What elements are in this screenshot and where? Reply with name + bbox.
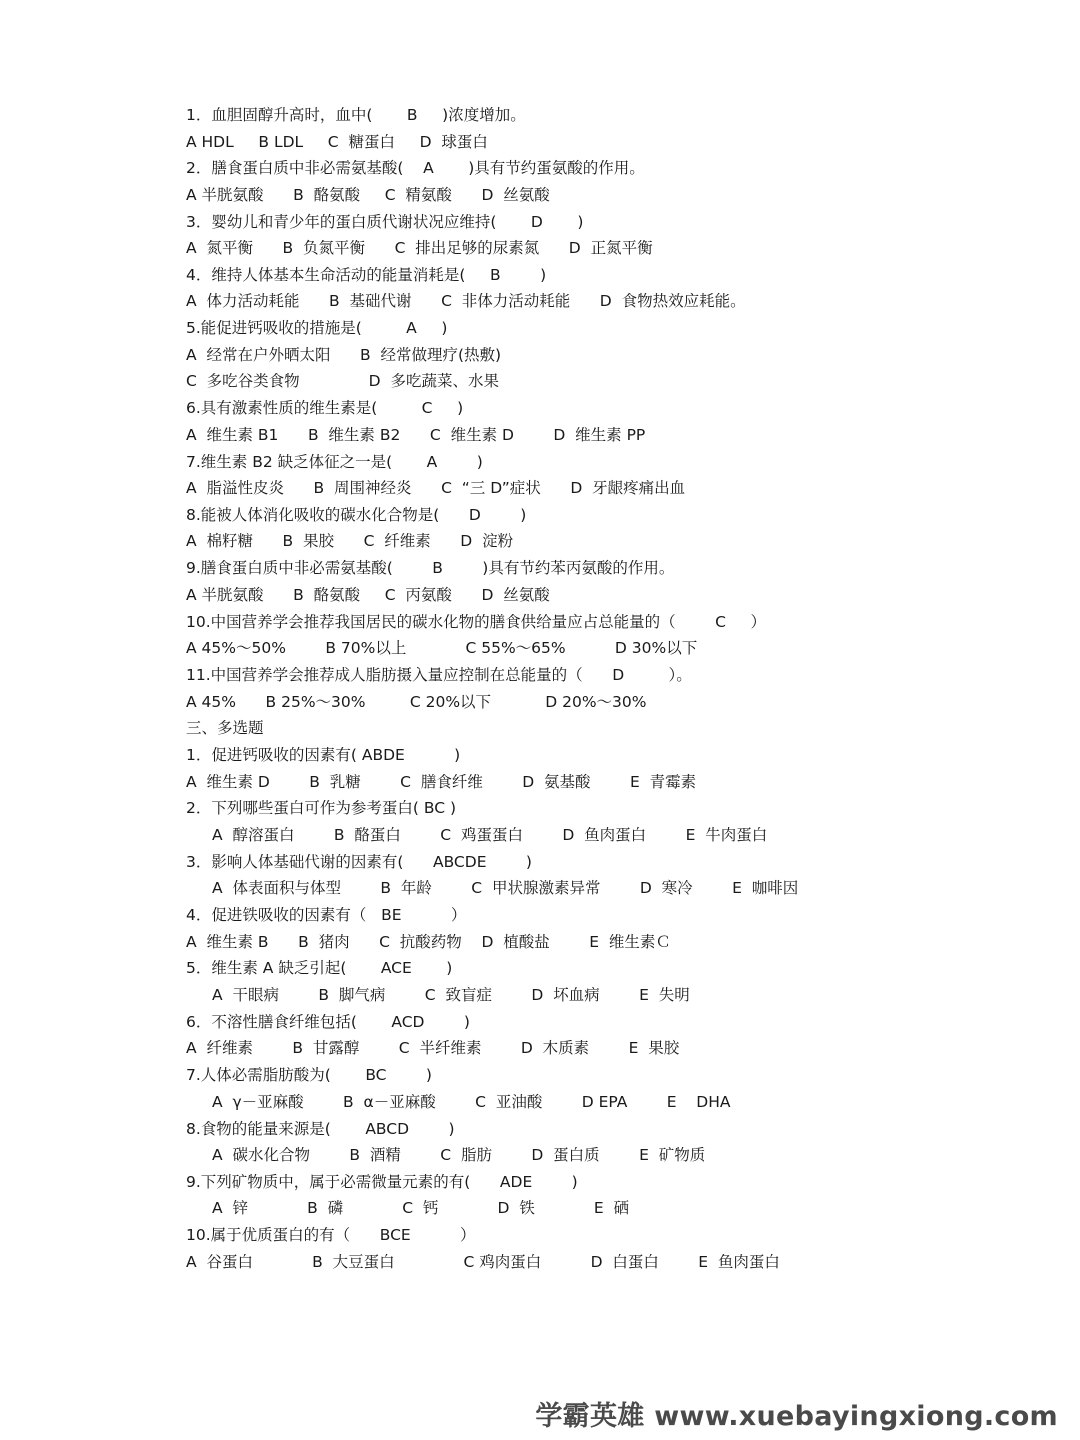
section-heading: 三、多选题 [186, 719, 264, 737]
options-line: A 维生素 B1 B 维生素 B2 C 维生素 D D 维生素 PP [186, 426, 646, 444]
question-line: 1．血胆固醇升高时，血中( B )浓度增加。 [186, 106, 526, 124]
options-line: A 经常在户外晒太阳 B 经常做理疗(热敷) [186, 346, 502, 364]
question-line: 8.食物的能量来源是( ABCD ) [186, 1120, 455, 1138]
question-line: 3．婴幼儿和青少年的蛋白质代谢状况应维持( D ) [186, 213, 584, 231]
question-line: 5．维生素 A 缺乏引起( ACE ) [186, 959, 453, 977]
options-line: A 棉籽糖 B 果胶 C 纤维素 D 淀粉 [186, 532, 514, 550]
options-line: A 谷蛋白 B 大豆蛋白 C 鸡肉蛋白 D 白蛋白 E 鱼肉蛋白 [186, 1253, 780, 1271]
watermark-footer: 学霸英雄 www.xuebayingxiong.com [535, 1401, 1058, 1432]
question-line: 5.能促进钙吸收的措施是( A ) [186, 319, 448, 337]
question-line: 11.中国营养学会推荐成人脂肪摄入量应控制在总能量的（ D ）。 [186, 666, 692, 684]
options-line: A 半胱氨酸 B 酪氨酸 C 丙氨酸 D 丝氨酸 [186, 586, 550, 604]
options-line: A 体表面积与体型 B 年龄 C 甲状腺激素异常 D 寒冷 E 咖啡因 [212, 879, 799, 897]
question-line: 7.维生素 B2 缺乏体征之一是( A ) [186, 453, 483, 471]
options-line: A 锌 B 磷 C 钙 D 铁 E 硒 [212, 1199, 630, 1217]
options-line: A 脂溢性皮炎 B 周围神经炎 C “三 D”症状 D 牙龈疼痛出血 [186, 479, 686, 497]
options-line: A 维生素 D B 乳糖 C 膳食纤维 D 氨基酸 E 青霉素 [186, 773, 697, 791]
question-line: 2．膳食蛋白质中非必需氨基酸( A )具有节约蛋氨酸的作用。 [186, 159, 645, 177]
question-line: 3．影响人体基础代谢的因素有( ABCDE ) [186, 853, 532, 871]
options-line: A 纤维素 B 甘露醇 C 半纤维素 D 木质素 E 果胶 [186, 1039, 680, 1057]
options-line: A 体力活动耗能 B 基础代谢 C 非体力活动耗能 D 食物热效应耗能。 [186, 292, 746, 310]
question-line: 6．不溶性膳食纤维包括( ACD ) [186, 1013, 470, 1031]
options-line: A γ－亚麻酸 B α－亚麻酸 C 亚油酸 D EPA E DHA [212, 1093, 731, 1111]
options-line: A 半胱氨酸 B 酪氨酸 C 精氨酸 D 丝氨酸 [186, 186, 550, 204]
question-line: 6.具有激素性质的维生素是( C ) [186, 399, 464, 417]
options-line: A 45% B 25%～30% C 20%以下 D 20%～30% [186, 693, 647, 711]
question-line: 9.膳食蛋白质中非必需氨基酸( B )具有节约苯丙氨酸的作用。 [186, 559, 675, 577]
options-line: A 干眼病 B 脚气病 C 致盲症 D 坏血病 E 失明 [212, 986, 690, 1004]
options-line: C 多吃谷类食物 D 多吃蔬菜、水果 [186, 372, 499, 390]
question-line: 4．促进铁吸收的因素有（ BE ） [186, 906, 467, 924]
options-line: A HDL B LDL C 糖蛋白 D 球蛋白 [186, 133, 488, 151]
question-line: 4．维持人体基本生命活动的能量消耗是( B ) [186, 266, 547, 284]
question-line: 2．下列哪些蛋白可作为参考蛋白( BC ) [186, 799, 456, 817]
question-line: 9.下列矿物质中，属于必需微量元素的有( ADE ) [186, 1173, 578, 1191]
question-line: 10.属于优质蛋白的有（ BCE ） [186, 1226, 476, 1244]
options-line: A 45%～50% B 70%以上 C 55%～65% D 30%以下 [186, 639, 698, 657]
question-line: 1．促进钙吸收的因素有( ABDE ) [186, 746, 461, 764]
options-line: A 醇溶蛋白 B 酪蛋白 C 鸡蛋蛋白 D 鱼肉蛋白 E 牛肉蛋白 [212, 826, 768, 844]
question-line: 8.能被人体消化吸收的碳水化合物是( D ) [186, 506, 527, 524]
options-line: A 碳水化合物 B 酒精 C 脂肪 D 蛋白质 E 矿物质 [212, 1146, 706, 1164]
question-line: 10.中国营养学会推荐我国居民的碳水化物的膳食供给量应占总能量的（ C ） [186, 613, 767, 631]
options-line: A 氮平衡 B 负氮平衡 C 排出足够的尿素氮 D 正氮平衡 [186, 239, 653, 257]
options-line: A 维生素 B B 猪肉 C 抗酸药物 D 植酸盐 E 维生素Ｃ [186, 933, 671, 951]
question-line: 7.人体必需脂肪酸为( BC ) [186, 1066, 432, 1084]
